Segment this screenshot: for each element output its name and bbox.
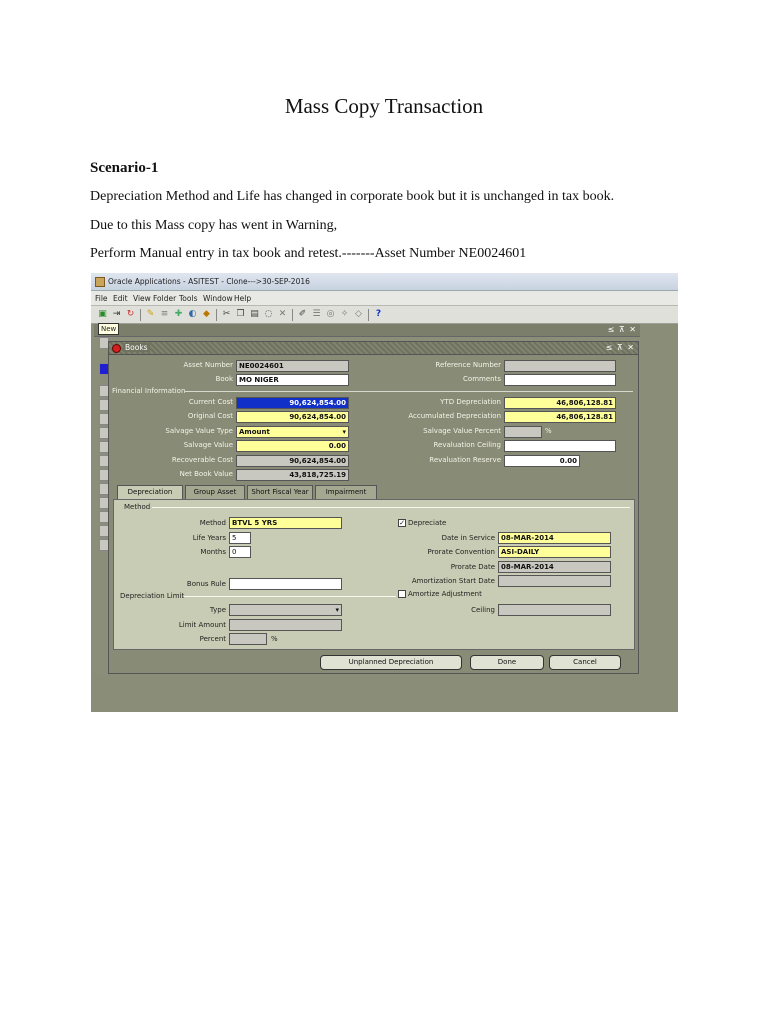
tab-impairment[interactable]: Impairment [315,485,377,499]
toolbar-divider [292,309,293,321]
menu-tools[interactable]: Tools [179,294,198,303]
books-window [108,341,639,674]
original-cost-field[interactable]: 90,624,854.00 [236,411,349,423]
reference-number-field[interactable] [504,360,616,372]
revaluation-reserve-label: Revaluation Reserve [429,456,501,464]
book-field[interactable]: MO NIGER [236,374,349,386]
life-years-label: Life Years [192,534,226,542]
prorate-date-label: Prorate Date [450,563,495,571]
bonus-rule-field[interactable] [229,578,342,590]
comments-field[interactable] [504,374,616,386]
revaluation-reserve-field[interactable]: 0.00 [504,455,580,467]
section-divider [152,507,630,508]
menu-help[interactable]: Help [234,294,252,303]
doc-title: Mass Copy Transaction [284,94,484,118]
amortization-start-date-label: Amortization Start Date [411,577,495,585]
copy-icon[interactable]: ❐ [236,309,245,319]
section-divider [185,391,633,392]
recoverable-cost-label: Recoverable Cost [171,456,233,464]
toolbar-divider [140,309,141,321]
zoom-icon[interactable]: ↻ [126,309,135,319]
months-field[interactable]: 0 [229,546,251,558]
books-titlebar [109,342,638,355]
tab-depreciation[interactable]: Depreciation [117,485,183,500]
current-cost-label: Current Cost [188,398,233,406]
tab-group-asset[interactable]: Group Asset [185,485,245,499]
comments-label: Comments [463,375,501,383]
recoverable-cost-field[interactable]: 90,624,854.00 [236,455,349,467]
cancel-button[interactable]: Cancel [549,655,621,670]
oracle-window-icon [112,344,121,353]
new-record-icon[interactable]: ✚ [174,309,183,319]
oracle-screenshot [91,273,678,712]
section-divider [184,596,396,597]
bonus-rule-label: Bonus Rule [186,580,226,588]
ceiling-label: Ceiling [471,606,495,614]
percent-field[interactable] [229,633,267,645]
method-label: Method [199,519,226,527]
accumulated-depreciation-label: Accumulated Depreciation [408,412,501,420]
menu-edit[interactable]: Edit [113,294,128,303]
toolbar-divider [368,309,369,321]
scenario-heading: Scenario-1 [90,160,159,176]
new-tooltip: New [98,323,119,335]
chevron-down-icon[interactable]: ▾ [335,606,339,614]
done-button[interactable]: Done [470,655,544,670]
menu-window[interactable]: Window [203,294,233,303]
find-icon[interactable]: ✎ [146,309,155,319]
date-in-service-field[interactable]: 08-MAR-2014 [498,532,611,544]
percent-label: Percent [199,635,226,643]
books-window-title: Books [125,343,148,352]
paste-icon[interactable]: ▤ [250,309,259,319]
navigate-icon[interactable]: ⇥ [112,309,121,319]
menu-view[interactable]: View [133,294,151,303]
paragraph-3: Perform Manual entry in tax book and retest.-------Asset Number NE0024601 [90,246,527,261]
ceiling-field[interactable] [498,604,611,616]
delete-icon[interactable]: ✕ [278,309,287,319]
unplanned-depreciation-button[interactable]: Unplanned Depreciation [320,655,462,670]
months-label: Months [200,548,226,556]
reference-number-label: Reference Number [435,361,501,369]
net-book-value-field[interactable]: 43,818,725.19 [236,469,349,481]
translations-icon[interactable]: ☰ [312,309,321,319]
financial-info-section: Financial Information [112,387,186,395]
menubar [91,291,678,306]
view-list-icon[interactable]: ≡ [160,309,169,319]
depreciation-limit-section: Depreciation Limit [120,592,185,600]
toolbar [91,306,678,324]
depreciation-panel [113,499,635,650]
limit-amount-field[interactable] [229,619,342,631]
method-field[interactable]: BTVL 5 YRS [229,517,342,529]
type-select[interactable] [229,604,342,616]
type-label: Type [209,606,226,614]
paragraph-2: Due to this Mass copy has went in Warning, [90,218,338,233]
method-section: Method [124,503,151,511]
ytd-depreciation-label: YTD Depreciation [440,398,501,406]
book-label: Book [215,375,233,383]
prorate-convention-label: Prorate Convention [427,548,495,556]
window-titlebar [91,273,678,291]
prorate-convention-field[interactable]: ASI-DAILY [498,546,611,558]
background-window-controls[interactable]: ≤ ⊼ ✕ [607,325,637,334]
window-help-icon[interactable]: ◇ [355,309,362,319]
limit-amount-label: Limit Amount [178,621,226,629]
revaluation-ceiling-label: Revaluation Ceiling [433,441,501,449]
menu-file[interactable]: File [95,294,108,303]
menu-folder[interactable]: Folder [153,294,177,303]
original-cost-label: Original Cost [187,412,233,420]
paragraph-1: Depreciation Method and Life has changed in corporate book but it is unchanged in tax book. [90,189,615,204]
asset-number-field[interactable]: NE0024601 [236,360,349,372]
cut-icon[interactable]: ✂ [222,309,231,319]
attachment-icon[interactable]: ◐ [188,309,197,319]
ytd-depreciation-field[interactable]: 46,806,128.81 [504,397,616,409]
oracle-app-icon [95,277,105,287]
depreciate-checkbox[interactable]: ✓ [399,519,405,527]
folder-icon[interactable]: ◆ [203,309,210,319]
salvage-value-type-select[interactable] [236,426,349,438]
help-icon[interactable]: ? [375,309,382,319]
books-window-controls[interactable]: ≤ ⊼ ✕ [605,343,635,352]
current-cost-field[interactable]: 90,624,854.00 [236,397,349,409]
amortize-adjustment-checkbox[interactable] [398,590,406,598]
window-title: Oracle Applications - ASITEST - Clone--->30-SEP-2016 [108,277,310,286]
asset-number-label: Asset Number [183,361,233,369]
salvage-value-percent-label: Salvage Value Percent [423,427,501,435]
salvage-value-type-label: Salvage Value Type [165,427,233,435]
percent-sign: % [271,635,278,643]
depreciate-label: Depreciate [408,519,447,527]
salvage-value-field[interactable]: 0.00 [236,440,349,452]
date-in-service-label: Date in Service [441,534,495,542]
amortization-start-date-field[interactable] [498,575,611,587]
tab-short-fiscal-year[interactable]: Short Fiscal Year [247,485,313,499]
clear-icon[interactable]: ◌ [264,309,273,319]
edit-field-icon[interactable]: ✐ [298,309,307,319]
salvage-value-label: Salvage Value [183,441,233,449]
toolbar-divider [216,309,217,321]
save-icon[interactable]: ▣ [98,309,107,319]
background-window-header [94,324,640,337]
folder-tools-icon[interactable]: ✧ [340,309,349,319]
accumulated-depreciation-field[interactable]: 46,806,128.81 [504,411,616,423]
prorate-date-field[interactable]: 08-MAR-2014 [498,561,611,573]
life-years-field[interactable]: 5 [229,532,251,544]
net-book-value-label: Net Book Value [179,470,233,478]
salvage-value-type-value: Amount [239,428,270,436]
amortize-adjustment-label: Amortize Adjustment [408,590,482,598]
percent-sign: % [545,427,552,435]
salvage-value-percent-field[interactable] [504,426,542,438]
attachments-icon[interactable]: ◎ [326,309,335,319]
chevron-down-icon[interactable]: ▾ [342,428,346,436]
revaluation-ceiling-field[interactable] [504,440,616,452]
